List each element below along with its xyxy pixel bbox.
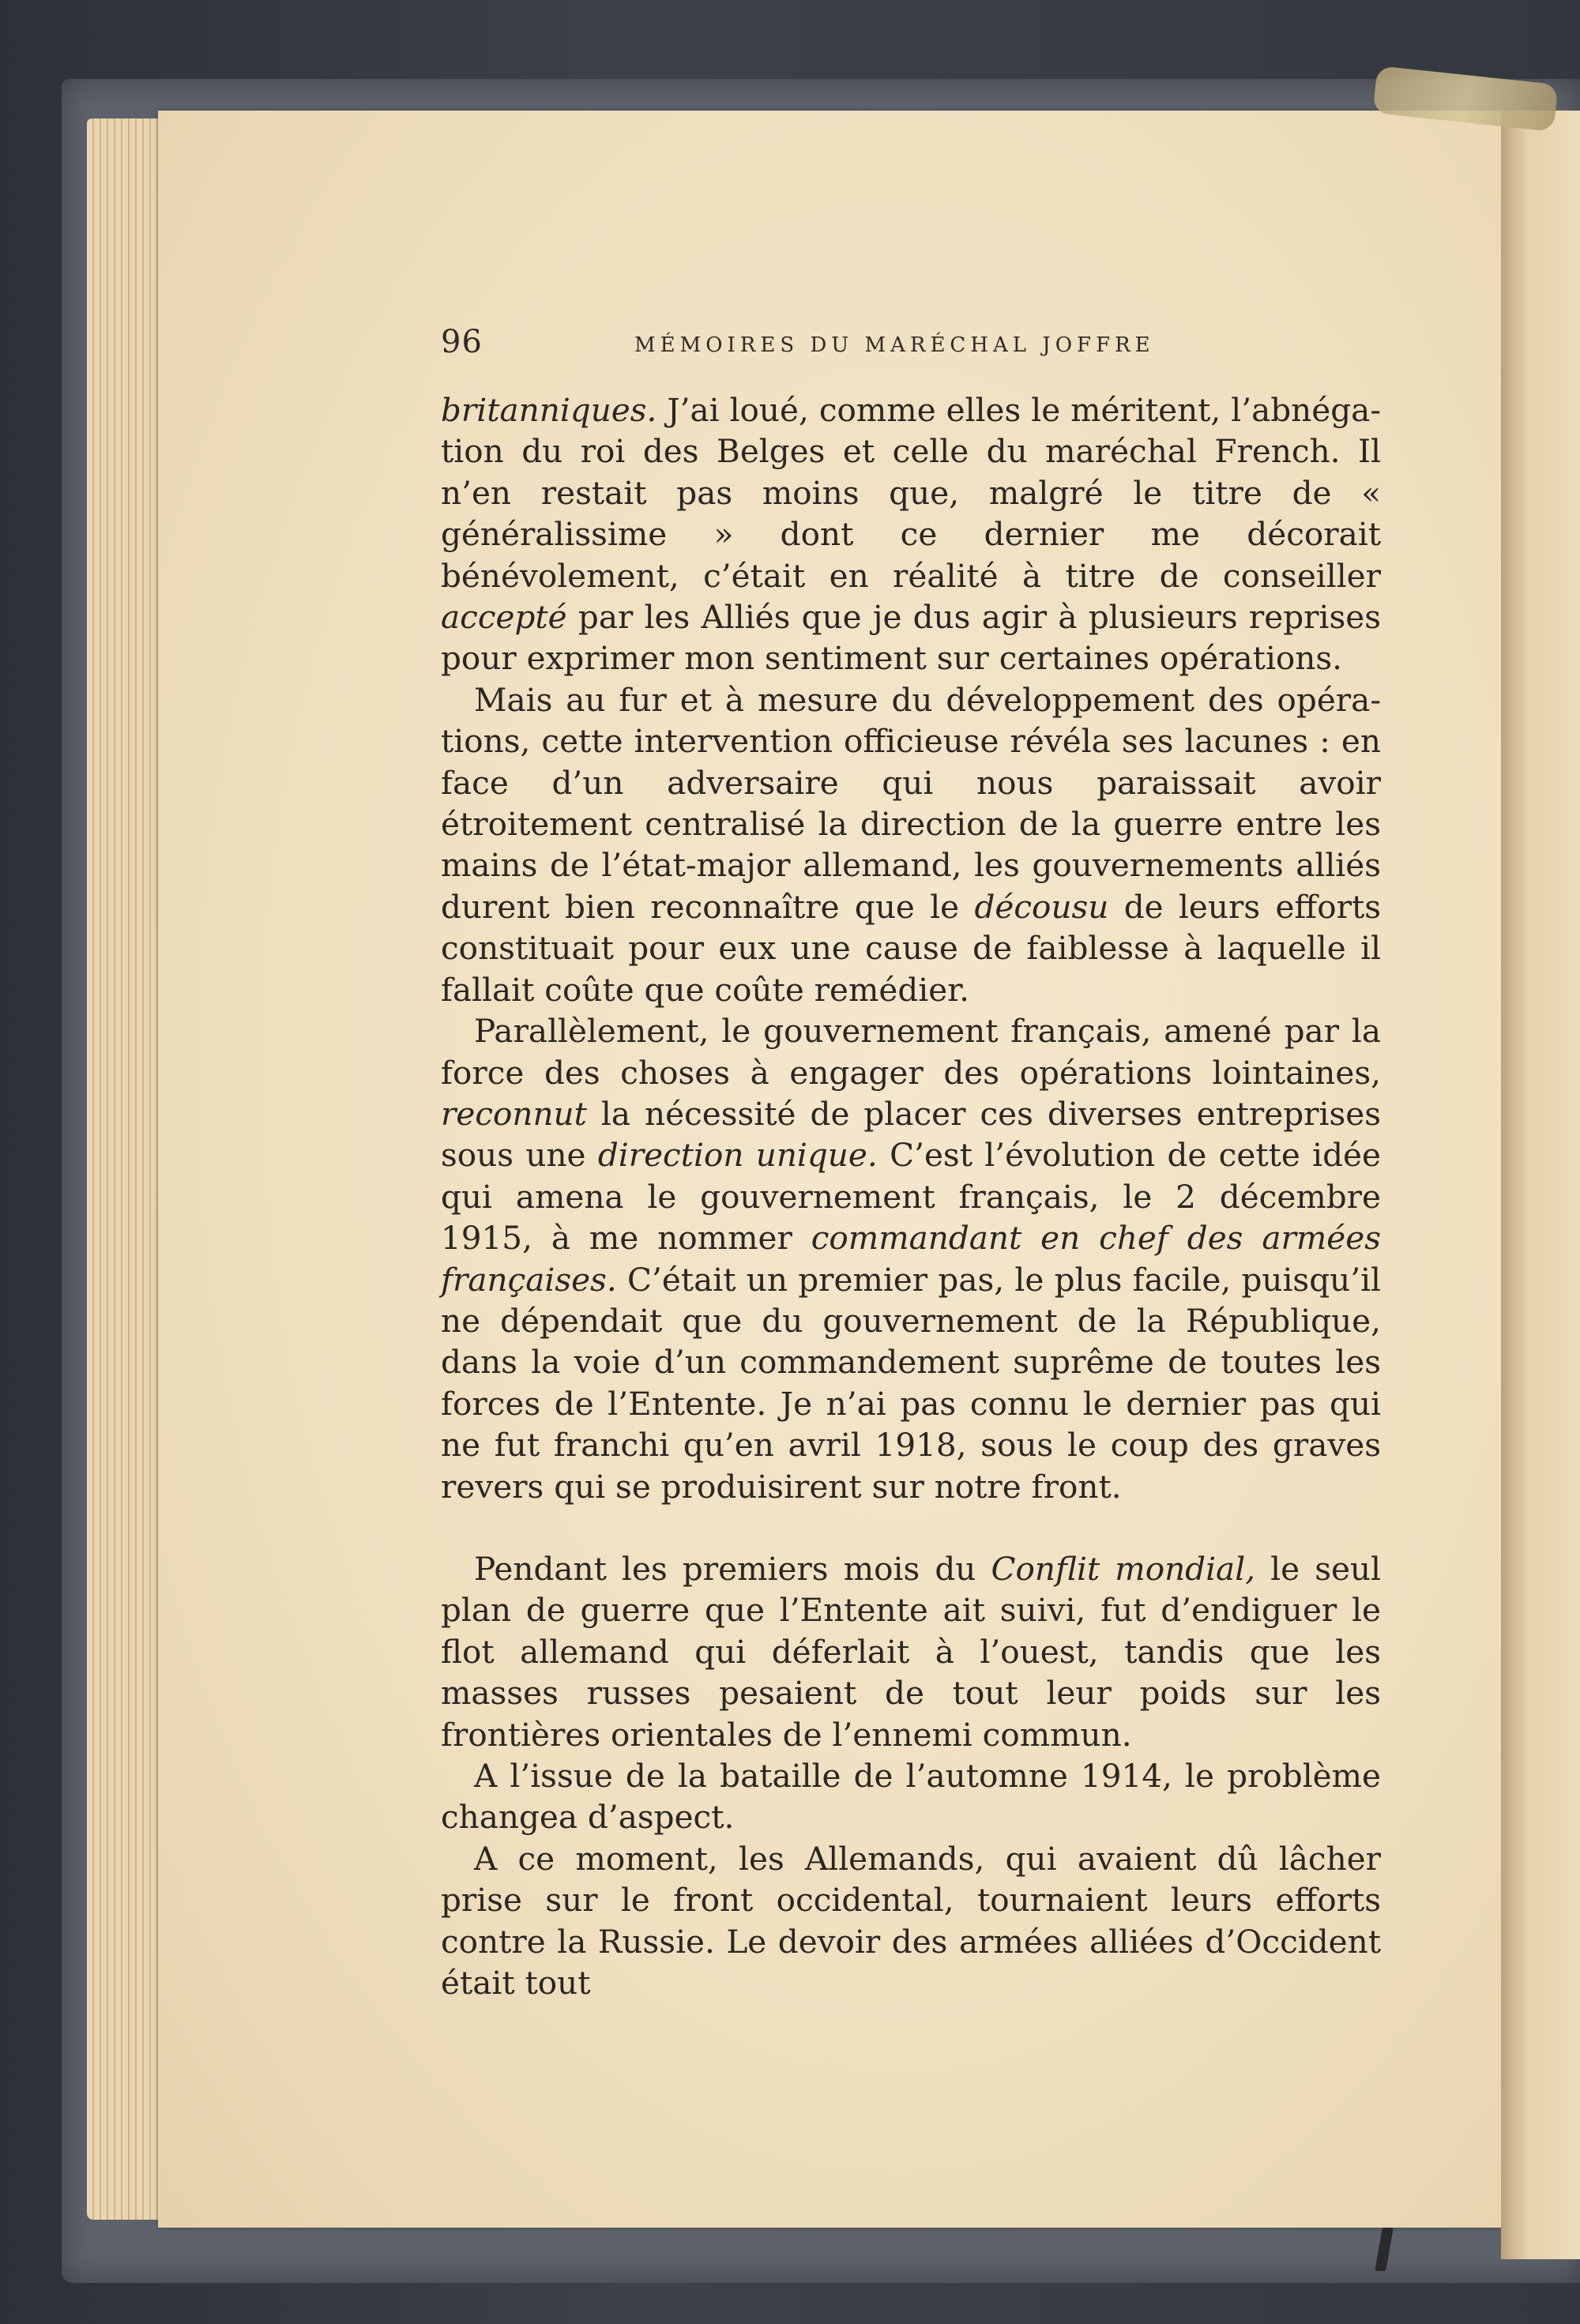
text-run: J’ai loué, comme elles le méritent, l’abnégation du roi des Belges et celle du maréchal French. Il n’en restait pas moins que, malgré le titre de « généralissime » dont ce dernier me décorait bénévolement, c’était en réalité à titre de conseiller [441,391,1381,595]
paragraph [441,1755,1381,1838]
text-run: Mais au fur et à mesure du développement des opérations, cette intervention officieuse révéla ses lacunes : en face d’un adversaire qui nous paraissait avoir étroitement centralisé la direction de la guerre entre les mains de l’état-major allemand, les gouvernements alliés durent bien reconnaître que le [441,680,1381,926]
text-run: A ce moment, les Allemands, qui avaient dû lâcher prise sur le front occidental, tournaient leurs efforts contre la Russie. Le devoir des armées alliées d’Occident était tout [441,1839,1381,2002]
italic-text: accepté [441,598,567,637]
italic-text: Conflit mondial, [991,1549,1256,1588]
italic-text: direction unique. [597,1136,878,1175]
paragraph [441,679,1381,1010]
text-run: C’était un premier pas, le plus facile, puisqu’il ne dépendait que du gouvernement de la République, dans la voie d’un commandement suprême de toutes les forces de l’Entente. Je n’ai pas connu le dernier pas qui ne fut franchi qu’en avril 1918, sous le coup des graves revers qui se produisirent sur notre front. [441,1260,1381,1506]
text-run: par les Alliés que je dus agir à plusieurs reprises pour exprimer mon sentiment sur certaines opérations. [441,598,1381,678]
page-header [441,324,1381,371]
body-text [441,389,1381,2003]
paragraph [441,1548,1381,1755]
italic-text: commandant en chef des armées françaises. [441,1219,1382,1299]
page-number: 96 [441,324,483,360]
paragraph [441,1838,1381,2004]
facing-page-edge [1501,111,1580,2259]
italic-text: reconnut [441,1094,587,1133]
italic-text: décousu [974,887,1109,926]
text-run: C’est l’évolution de cette idée qui amena le gouvernement français, le 2 décembre 1915, à me nommer [441,1136,1381,1258]
text-run: le seul plan de guerre que l’Entente ait suivi, fut d’endiguer le flot allemand qui déferlait à l’ouest, tandis que les masses russes pesaient de tout leur poids sur les frontières orientales de l’ennemi commun. [441,1549,1381,1754]
running-title: MÉMOIRES DU MARÉCHAL JOFFRE [634,333,1155,357]
italic-text: britanniques. [441,391,657,429]
text-run: de leurs efforts constituait pour eux une cause de faiblesse à laquelle il fallait coûte que coûte remédier. [441,887,1382,1009]
text-run: la nécessité de placer ces diverses entreprises sous une [441,1094,1381,1175]
text-run: Pendant les premiers mois du [474,1549,991,1588]
text-run: A l’issue de la bataille de l’automne 1914, le problème changea d’aspect. [441,1757,1381,1837]
paragraph [441,1010,1381,1507]
text-run: Parallèlement, le gouvernement français, amené par la force des choses à engager des opérations lointaines, [441,1012,1381,1092]
paragraph [441,389,1381,679]
